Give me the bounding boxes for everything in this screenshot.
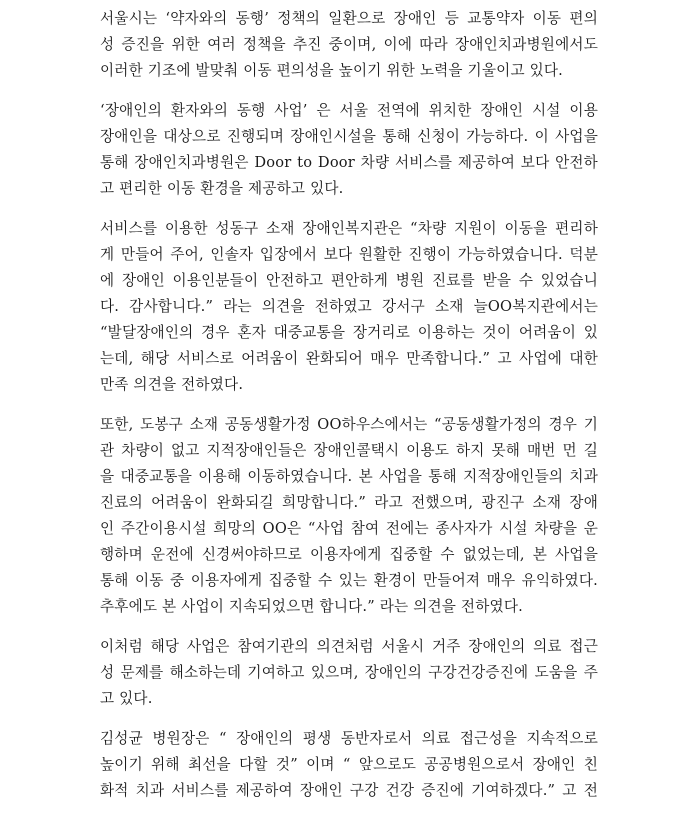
text-line: 성 증진을 위한 여러 정책을 추진 중이며, 이에 따라 장애인치과병원에서도: [100, 36, 598, 53]
text-line: 통해 이동 중 이용자에게 집중할 수 있는 환경이 만들어져 매우 유익하였다.: [100, 572, 598, 589]
paragraph-feedback-group-homes: [100, 412, 598, 620]
text-line: 높이기 위해 최선을 다할 것” 이며 “ 앞으로도 공공병원으로서 장애인 친: [100, 756, 598, 773]
text-line: 행하며 운전에 신경써야하므로 이용자에게 집중할 수 없었는데, 본 사업을: [100, 546, 598, 563]
text-line: 통해 장애인치과병원은 Door to Door 차량 서비스를 제공하여 보다 안전하: [100, 154, 598, 171]
text-line: 다. 감사합니다.” 라는 의견을 전하였고 강서구 소재 늘OO복지관에서는: [100, 298, 598, 315]
text-line: 추후에도 본 사업이 지속되었으면 합니다.” 라는 의견을 전하였다.: [100, 598, 523, 615]
text-line: 이러한 기조에 발맞춰 이동 편의성을 높이기 위한 노력을 기울이고 있다.: [100, 62, 564, 79]
text-line: 고 편리한 이동 환경을 제공하고 있다.: [100, 180, 344, 197]
text-line: 인 주간이용시설 희망의 OO은 “사업 참여 전에는 종사자가 시설 차량을 운: [100, 520, 598, 537]
paragraph-summary: [100, 634, 598, 712]
text-line: 고 있다.: [100, 690, 153, 707]
paragraph-feedback-welfare-centers: [100, 216, 598, 398]
text-line: 만족 의견을 전하였다.: [100, 376, 244, 393]
text-line: 이처럼 해당 사업은 참여기관의 의견처럼 서울시 거주 장애인의 의료 접근: [100, 638, 598, 655]
text-line: 는데, 해당 서비스로 어려움이 완화되어 매우 만족합니다.” 고 사업에 대한: [100, 350, 598, 367]
text-line: 관 차량이 없고 지적장애인들은 장애인콜택시 이용도 하지 못해 매번 먼 길: [100, 442, 598, 459]
paragraph-policy-intro: [100, 6, 598, 84]
text-line: 또한, 도봉구 소재 공동생활가정 OO하우스에서는 “공동생활가정의 경우 기: [100, 416, 598, 433]
text-line: 진료의 어려움이 완화되길 희망합니다.” 라고 전했으며, 광진구 소재 장애: [100, 494, 598, 511]
text-line: 화적 치과 서비스를 제공하여 장애인 구강 건강 증진에 기여하겠다.” 고 전: [100, 782, 598, 799]
text-line: 서울시는 ‘약자와의 동행’ 정책의 일환으로 장애인 등 교통약자 이동 편의: [100, 10, 598, 27]
text-line: 게 만들어 주어, 인솔자 입장에서 보다 원활한 진행이 가능하였습니다. 덕분: [100, 246, 598, 263]
text-line: 을 대중교통을 이용해 이동하였습니다. 본 사업을 통해 지적장애인들의 치과: [100, 468, 598, 485]
paragraph-program-description: [100, 98, 598, 202]
text-line: 에 장애인 이용인분들이 안전하고 편안하게 병원 진료를 받을 수 있었습니: [100, 272, 598, 289]
text-line: 김성균 병원장은 “ 장애인의 평생 동반자로서 의료 접근성을 지속적으로: [100, 730, 598, 747]
text-line: 서비스를 이용한 성동구 소재 장애인복지관은 “차량 지원이 이동을 편리하: [100, 220, 598, 237]
text-line: “발달장애인의 경우 혼자 대중교통을 장거리로 이용하는 것이 어려움이 있: [100, 324, 598, 341]
text-line: 장애인을 대상으로 진행되며 장애인시설을 통해 신청이 가능하다. 이 사업을: [100, 128, 598, 145]
text-line: ‘장애인의 환자와의 동행 사업’ 은 서울 전역에 위치한 장애인 시설 이용: [100, 102, 598, 119]
document-body: [100, 6, 598, 818]
text-line: 성 문제를 해소하는데 기여하고 있으며, 장애인의 구강건강증진에 도움을 주: [100, 664, 598, 681]
paragraph-director-quote: [100, 726, 598, 804]
